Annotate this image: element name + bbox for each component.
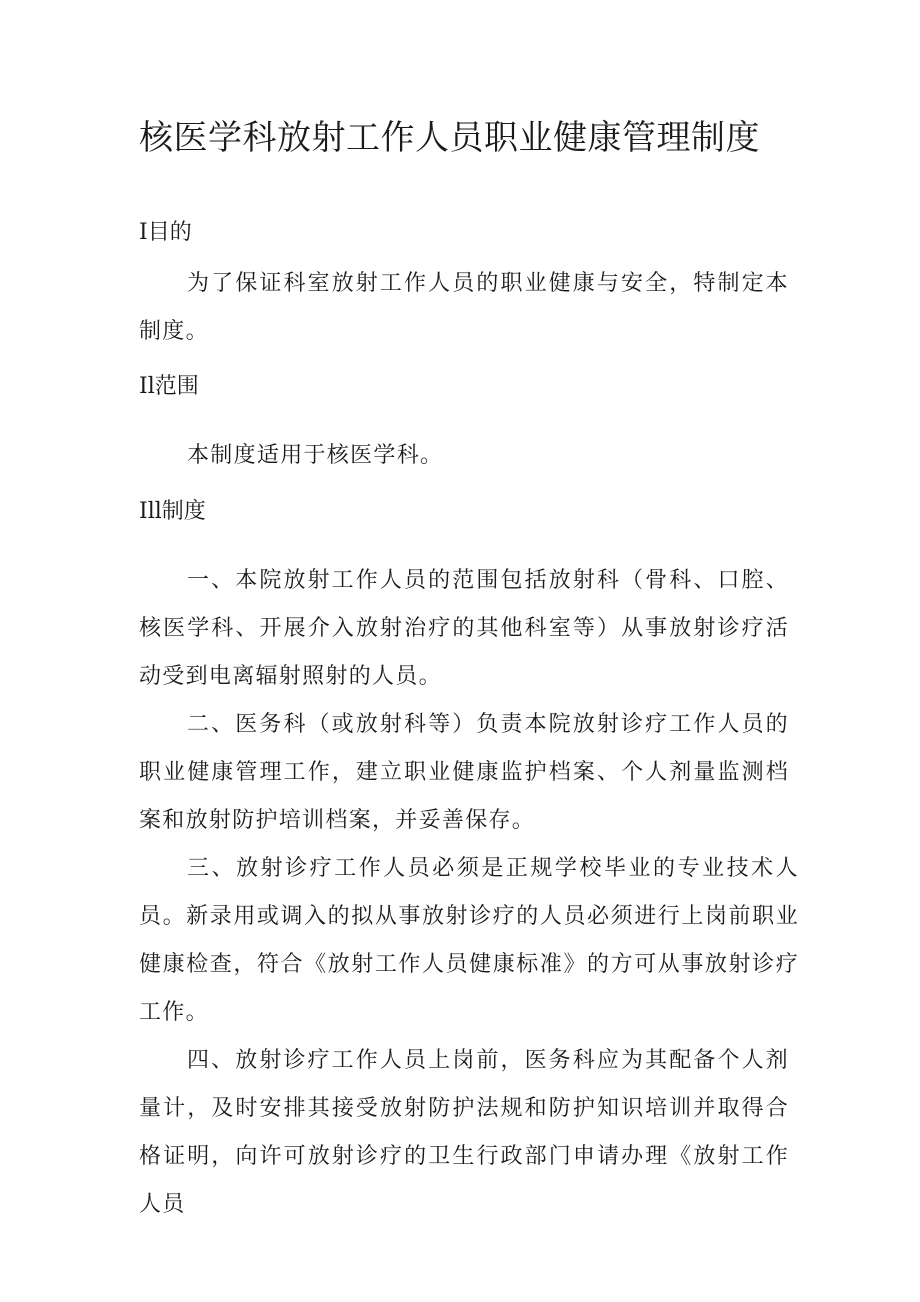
section-heading-rules: Ill制度 — [139, 499, 206, 524]
section-heading-scope: Il范围 — [139, 374, 199, 399]
scope-paragraph: 本制度适用于核医学科。 — [187, 443, 444, 468]
rule-item-1: 一、本院放射工作人员的范围包括放射科（骨科、口腔、核医学科、开展介入放射治疗的其他科室等）从事放射诊疗活动受到电离辐射照射的人员。 — [139, 568, 789, 689]
rule-item-2: 二、医务科（或放射科等）负责本院放射诊疗工作人员的职业健康管理工作，建立职业健康监护档案、个人剂量监测档案和放射防护培训档案，并妥善保存。 — [139, 712, 789, 833]
purpose-paragraph: 为了保证科室放射工作人员的职业健康与安全，特制定本制度。 — [139, 271, 789, 344]
document-title: 核医学科放射工作人员职业健康管理制度 — [139, 118, 760, 158]
rule-item-3: 三、放射诊疗工作人员必须是正规学校毕业的专业技术人员。新录用或调入的拟从事放射诊疗的人员必须进行上岗前职业健康检查，符合《放射工作人员健康标准》的方可从事放射诊疗工作。 — [139, 856, 799, 1025]
section-heading-purpose: I目的 — [139, 220, 192, 245]
rule-item-4: 四、放射诊疗工作人员上岗前，医务科应为其配备个人剂量计，及时安排其接受放射防护法规和防护知识培训并取得合格证明，向许可放射诊疗的卫生行政部门申请办理《放射工作人员 — [139, 1048, 789, 1217]
